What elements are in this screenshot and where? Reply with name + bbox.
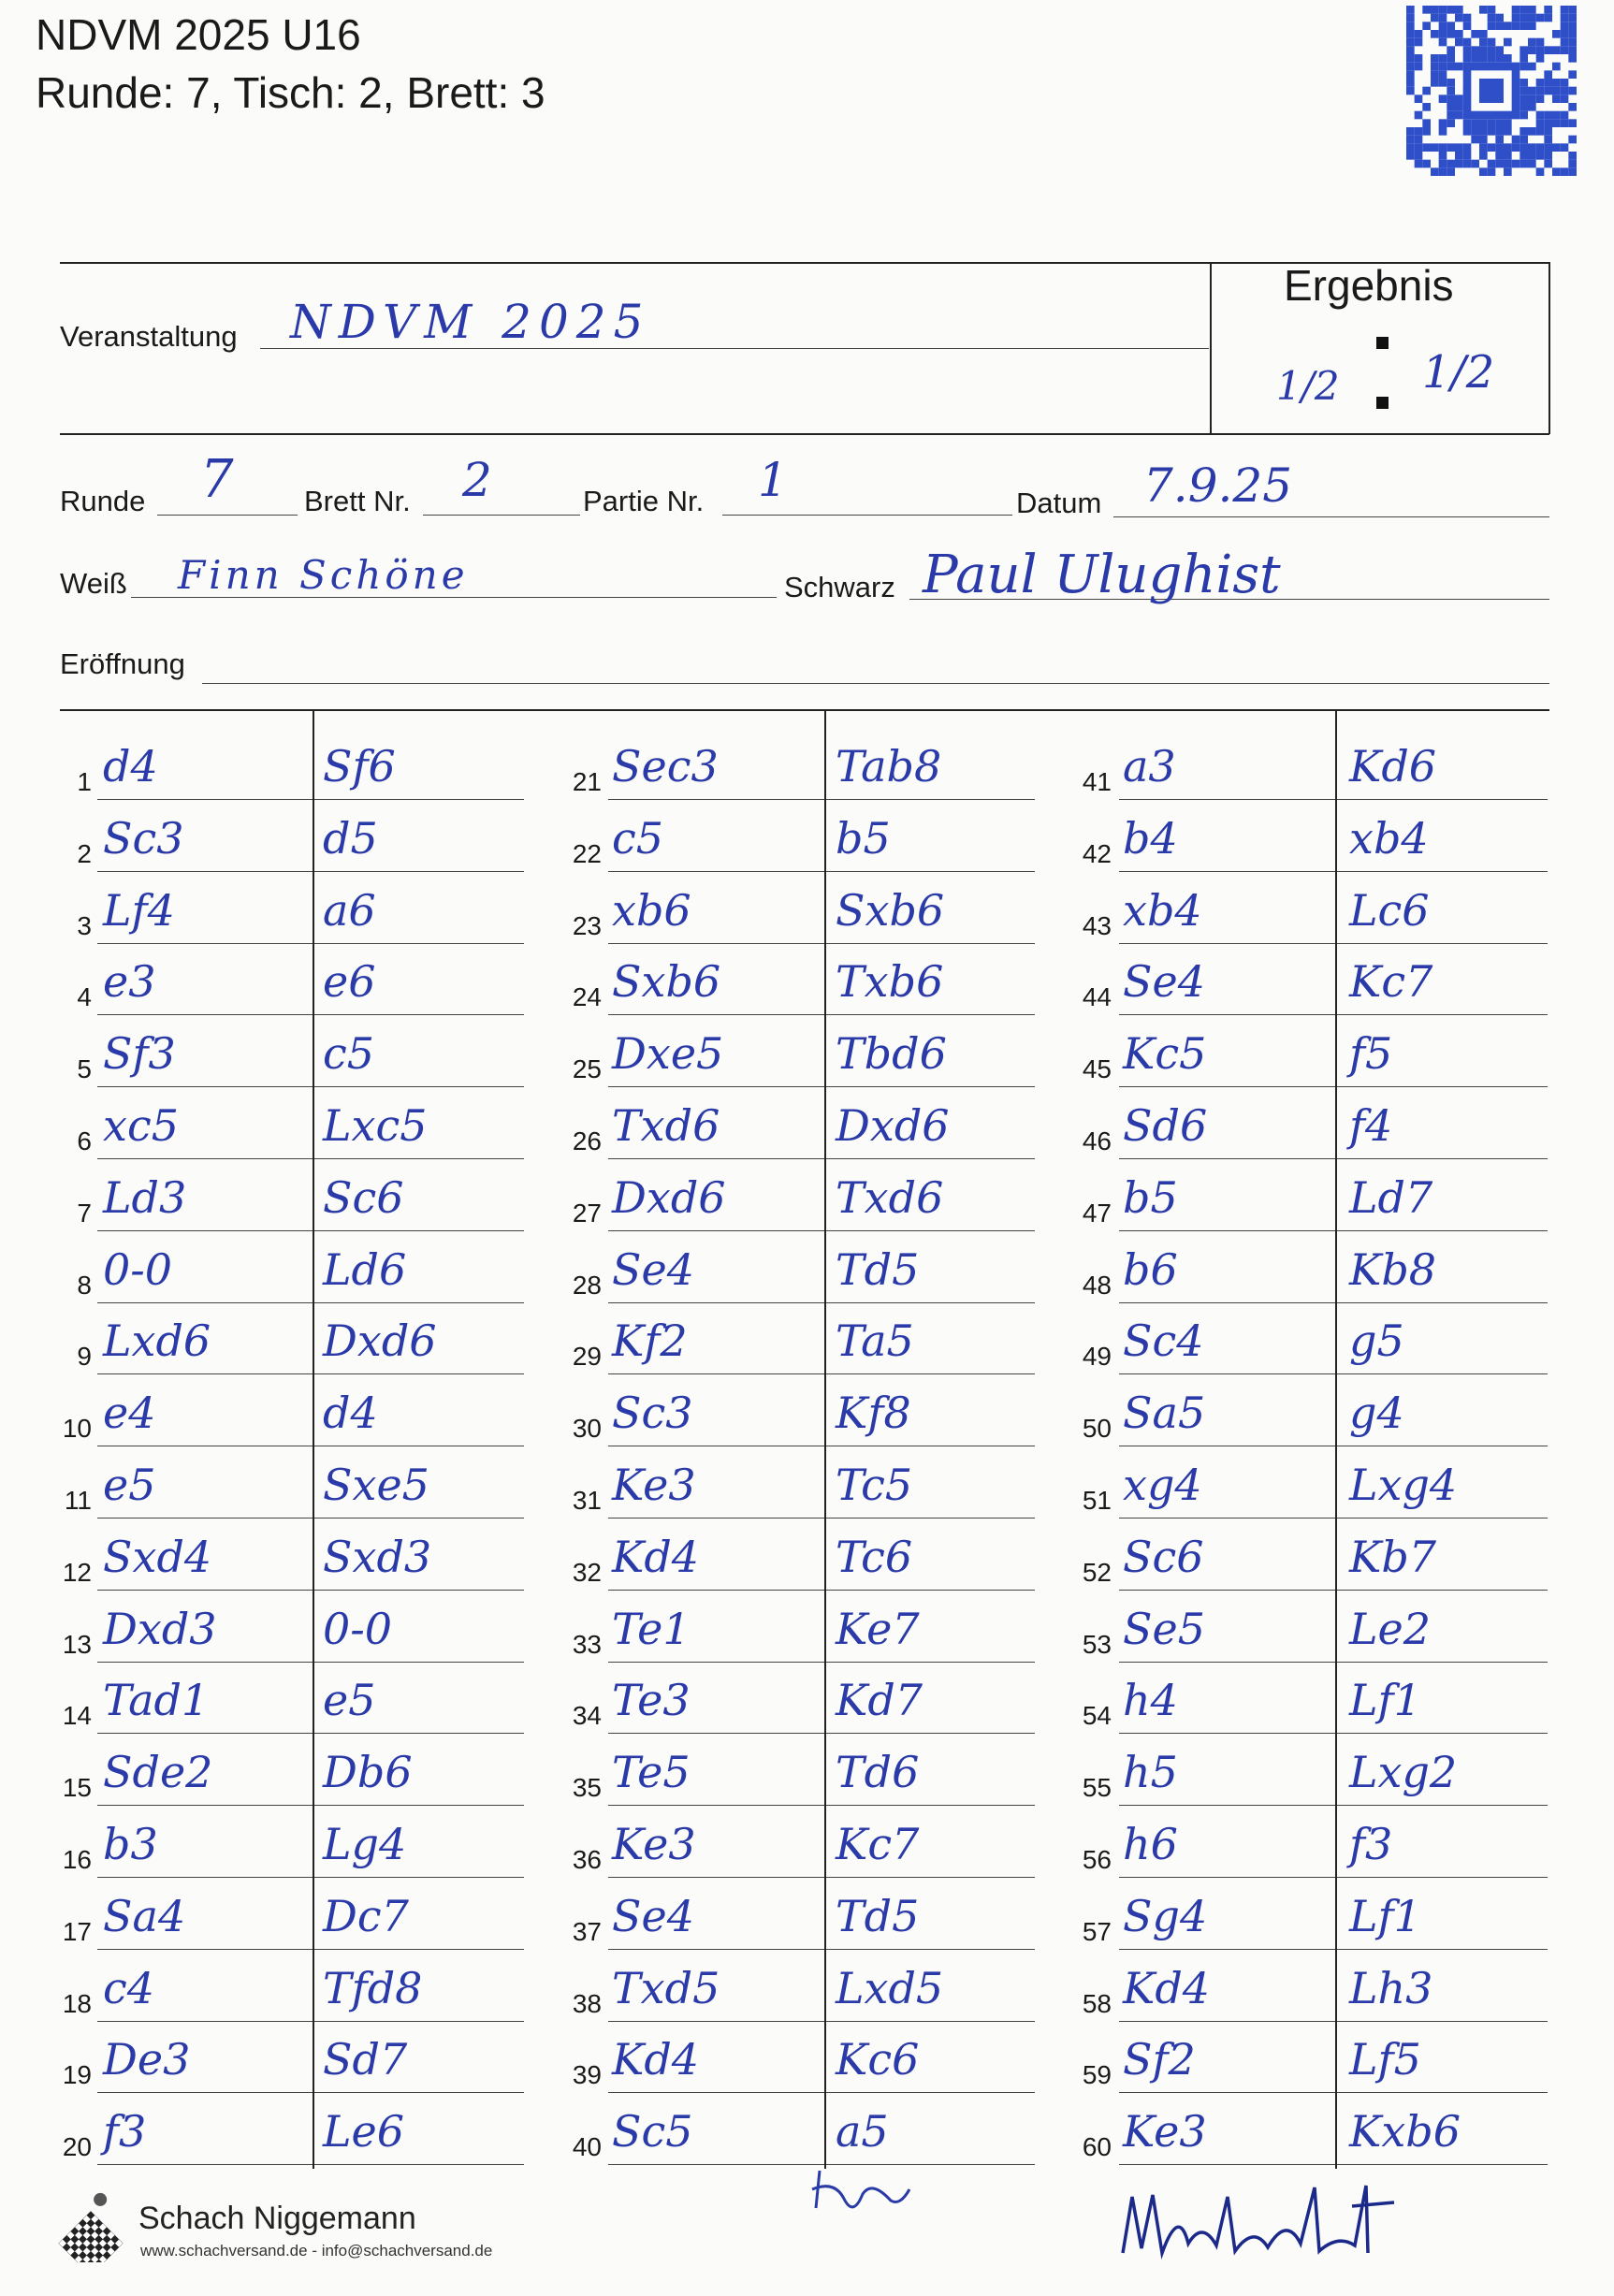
white-move[interactable]: Sa5 xyxy=(1123,1388,1206,1439)
move-row-line xyxy=(1119,1230,1548,1231)
move-number: 48 xyxy=(1082,1270,1112,1300)
move-number: 50 xyxy=(1082,1414,1112,1444)
black-move[interactable]: d4 xyxy=(323,1388,378,1439)
move-number: 26 xyxy=(572,1126,602,1155)
white-move[interactable]: Se5 xyxy=(1123,1603,1206,1654)
move-row-line xyxy=(97,1877,524,1878)
qr-code-icon xyxy=(1406,6,1577,176)
black-move[interactable]: Tc6 xyxy=(836,1531,913,1582)
black-move[interactable]: b5 xyxy=(836,812,891,864)
black-move[interactable]: Le2 xyxy=(1349,1603,1432,1654)
black-move[interactable]: Kb8 xyxy=(1349,1243,1437,1295)
move-row-line xyxy=(608,1877,1035,1878)
white-move[interactable]: Sc3 xyxy=(103,812,184,864)
move-number: 54 xyxy=(1082,1701,1112,1731)
move-number: 57 xyxy=(1082,1916,1112,1946)
move-number: 14 xyxy=(62,1701,92,1731)
black-move[interactable]: Lh3 xyxy=(1349,1962,1433,2013)
white-move[interactable]: xb6 xyxy=(612,884,691,936)
move-number: 18 xyxy=(62,1988,92,2018)
move-number: 41 xyxy=(1082,767,1112,796)
move-row-line xyxy=(608,1302,1035,1303)
move-number: 11 xyxy=(64,1486,92,1515)
white-move[interactable]: Kf2 xyxy=(612,1315,688,1367)
white-move[interactable]: Sc5 xyxy=(612,2106,693,2158)
move-number: 16 xyxy=(62,1845,92,1874)
move-row-line xyxy=(97,1518,524,1519)
column-separator xyxy=(313,709,314,2169)
move-row-line xyxy=(608,1590,1035,1591)
black-move[interactable]: Txb6 xyxy=(836,956,944,1008)
move-number: 8 xyxy=(77,1270,92,1300)
brett-label: Brett Nr. xyxy=(304,485,411,517)
move-number: 33 xyxy=(572,1629,602,1659)
black-move[interactable]: e5 xyxy=(323,1675,376,1726)
move-number: 12 xyxy=(62,1557,92,1587)
white-move[interactable]: Sa4 xyxy=(103,1890,186,1941)
white-move[interactable]: a3 xyxy=(1123,741,1176,792)
eroeffnung-line xyxy=(202,683,1549,684)
move-number: 32 xyxy=(572,1557,602,1587)
white-move[interactable]: Kd4 xyxy=(612,2034,700,2085)
white-move[interactable]: Sxd4 xyxy=(103,1531,212,1582)
move-row-line xyxy=(97,943,524,944)
black-move[interactable]: Sxd3 xyxy=(323,1531,432,1582)
move-number: 1 xyxy=(77,767,92,796)
move-number: 20 xyxy=(62,2132,92,2162)
move-row-line xyxy=(1119,2021,1548,2022)
white-move[interactable]: Se4 xyxy=(1123,956,1206,1008)
white-move[interactable]: De3 xyxy=(103,2034,191,2085)
white-move[interactable]: Sec3 xyxy=(612,741,719,792)
chess-board-icon xyxy=(54,2189,127,2262)
move-row-line xyxy=(1119,1949,1548,1950)
move-row-line xyxy=(97,1590,524,1591)
move-row-line xyxy=(608,1373,1035,1374)
white-move[interactable]: f3 xyxy=(103,2106,147,2158)
signature-black xyxy=(1113,2169,1422,2272)
white-move[interactable]: Kc5 xyxy=(1123,1028,1207,1080)
move-row-line xyxy=(608,1158,1035,1159)
move-row-line xyxy=(97,2164,524,2165)
black-move[interactable]: Kd7 xyxy=(836,1675,923,1726)
move-row-line xyxy=(1119,871,1548,872)
white-move[interactable]: Ke3 xyxy=(612,1460,696,1510)
move-row-line xyxy=(1119,1518,1548,1519)
black-move[interactable]: Txd6 xyxy=(836,1171,944,1223)
black-move[interactable]: Lc6 xyxy=(1349,884,1430,936)
black-move[interactable]: Lxg4 xyxy=(1349,1460,1458,1510)
move-row-line xyxy=(1119,1302,1548,1303)
move-number: 53 xyxy=(1082,1629,1112,1659)
move-number: 6 xyxy=(77,1126,92,1155)
move-row-line xyxy=(97,871,524,872)
move-row-line xyxy=(608,1014,1035,1015)
move-row-line xyxy=(608,1086,1035,1087)
white-move[interactable]: e5 xyxy=(103,1460,156,1510)
move-row-line xyxy=(97,1949,524,1950)
black-move[interactable]: Sd7 xyxy=(323,2034,408,2085)
move-number: 46 xyxy=(1082,1126,1112,1155)
move-row-line xyxy=(1119,1662,1548,1663)
move-row-line xyxy=(97,1230,524,1231)
move-row-line xyxy=(608,1662,1035,1663)
ergebnis-box-left xyxy=(1210,262,1212,434)
black-move[interactable]: Dxd6 xyxy=(323,1315,437,1367)
black-move[interactable]: Lg4 xyxy=(323,1819,407,1869)
move-row-line xyxy=(1119,1877,1548,1878)
partie-value[interactable]: 1 xyxy=(758,453,788,507)
runde-label: Runde xyxy=(60,485,146,517)
move-number: 4 xyxy=(77,982,92,1012)
move-number: 55 xyxy=(1082,1773,1112,1803)
black-move[interactable]: Kf8 xyxy=(836,1388,911,1439)
move-number: 44 xyxy=(1082,982,1112,1012)
move-number: 37 xyxy=(572,1916,602,1946)
black-move[interactable]: f3 xyxy=(1349,1819,1393,1869)
form-ergebnis-bottom xyxy=(60,433,1549,435)
move-number: 56 xyxy=(1082,1845,1112,1874)
move-number: 15 xyxy=(62,1773,92,1803)
move-number: 22 xyxy=(572,838,602,868)
move-row-line xyxy=(97,1158,524,1159)
move-number: 23 xyxy=(572,910,602,940)
white-move[interactable]: c4 xyxy=(103,1962,155,2013)
move-row-line xyxy=(1119,1373,1548,1374)
move-row-line xyxy=(1119,943,1548,944)
black-move[interactable]: Tfd8 xyxy=(323,1962,423,2013)
move-row-line xyxy=(608,1518,1035,1519)
black-move[interactable]: f5 xyxy=(1349,1028,1393,1080)
white-move[interactable]: e3 xyxy=(103,956,156,1008)
white-move[interactable]: xc5 xyxy=(103,1100,179,1151)
move-number: 43 xyxy=(1082,910,1112,940)
ergebnis-white-value[interactable]: 1/2 xyxy=(1276,363,1340,409)
black-move[interactable]: Sf6 xyxy=(323,741,396,792)
ergebnis-colon-bottom xyxy=(1376,397,1389,409)
white-move[interactable]: Dxe5 xyxy=(612,1028,724,1080)
black-move[interactable]: Td5 xyxy=(836,1890,920,1941)
move-number: 45 xyxy=(1082,1054,1112,1084)
move-row-line xyxy=(1119,799,1548,800)
move-number: 9 xyxy=(77,1342,92,1372)
move-row-line xyxy=(608,1949,1035,1950)
white-move[interactable]: Sf2 xyxy=(1123,2034,1196,2085)
white-move[interactable]: d4 xyxy=(103,741,158,792)
move-number: 34 xyxy=(572,1701,602,1731)
white-move[interactable]: Sd6 xyxy=(1123,1100,1208,1151)
white-move[interactable]: b3 xyxy=(103,1819,158,1869)
black-move[interactable]: Lf1 xyxy=(1349,1890,1421,1941)
white-move[interactable]: Te3 xyxy=(612,1675,691,1726)
datum-value[interactable]: 7.9.25 xyxy=(1143,458,1293,513)
brett-line xyxy=(423,515,580,516)
white-move[interactable]: Sg4 xyxy=(1123,1890,1208,1941)
move-number: 27 xyxy=(572,1198,602,1228)
runde-value[interactable]: 7 xyxy=(200,449,234,510)
black-move[interactable]: Tc5 xyxy=(836,1460,913,1510)
move-row-line xyxy=(608,871,1035,872)
move-row-line xyxy=(97,1373,524,1374)
ergebnis-black-value[interactable]: 1/2 xyxy=(1422,346,1495,399)
white-move[interactable]: b6 xyxy=(1123,1243,1178,1295)
white-move[interactable]: e4 xyxy=(103,1388,156,1439)
white-move[interactable]: Sf3 xyxy=(103,1028,176,1080)
black-move[interactable]: Lf1 xyxy=(1349,1675,1421,1726)
black-move[interactable]: Ld6 xyxy=(323,1243,407,1295)
black-move[interactable]: Le6 xyxy=(323,2106,405,2158)
black-move[interactable]: Kb7 xyxy=(1349,1531,1437,1582)
white-move[interactable]: Sc3 xyxy=(612,1388,693,1439)
move-number: 35 xyxy=(572,1773,602,1803)
black-move[interactable]: Sxe5 xyxy=(323,1460,429,1510)
move-row-line xyxy=(1119,1805,1548,1806)
ergebnis-colon-top xyxy=(1376,337,1389,349)
move-number: 5 xyxy=(77,1054,92,1084)
move-row-line xyxy=(608,943,1035,944)
move-number: 21 xyxy=(572,767,602,796)
black-move[interactable]: Lxd5 xyxy=(836,1962,944,2013)
white-move[interactable]: h6 xyxy=(1123,1819,1178,1869)
black-move[interactable]: Kc6 xyxy=(836,2034,920,2085)
move-row-line xyxy=(608,2021,1035,2022)
move-number: 51 xyxy=(1082,1486,1112,1515)
white-move[interactable]: Sxb6 xyxy=(612,956,721,1008)
white-move[interactable]: xg4 xyxy=(1123,1460,1202,1510)
move-row-line xyxy=(1119,2164,1548,2165)
move-number: 38 xyxy=(572,1988,602,2018)
move-row-line xyxy=(97,1302,524,1303)
move-row-line xyxy=(1119,1158,1548,1159)
white-move[interactable]: Txd6 xyxy=(612,1100,720,1151)
moves-top-border xyxy=(60,709,1549,711)
move-number: 31 xyxy=(572,1486,602,1515)
white-move[interactable]: Kd4 xyxy=(1123,1962,1211,2013)
white-move[interactable]: Kd4 xyxy=(612,1531,700,1582)
move-number: 29 xyxy=(572,1342,602,1372)
move-row-line xyxy=(97,799,524,800)
move-number: 36 xyxy=(572,1845,602,1874)
white-move[interactable]: Te1 xyxy=(612,1603,691,1654)
ergebnis-box-right xyxy=(1549,262,1550,434)
black-move[interactable]: Tbd6 xyxy=(836,1028,947,1080)
black-move[interactable]: Lxg2 xyxy=(1349,1747,1458,1798)
black-move[interactable]: g4 xyxy=(1349,1388,1404,1439)
black-move[interactable]: Lf5 xyxy=(1349,2034,1421,2085)
move-row-line xyxy=(1119,2092,1548,2093)
move-number: 59 xyxy=(1082,2060,1112,2090)
white-move[interactable]: Ld3 xyxy=(103,1171,187,1223)
move-row-line xyxy=(608,1805,1035,1806)
move-number: 28 xyxy=(572,1270,602,1300)
white-move[interactable]: h5 xyxy=(1123,1747,1178,1798)
black-move[interactable]: a6 xyxy=(323,884,376,936)
move-number: 39 xyxy=(572,2060,602,2090)
move-number: 42 xyxy=(1082,838,1112,868)
move-row-line xyxy=(1119,1733,1548,1734)
white-move[interactable]: h4 xyxy=(1123,1675,1178,1726)
black-move[interactable]: Kxb6 xyxy=(1349,2106,1461,2158)
white-move[interactable]: Te5 xyxy=(612,1747,691,1798)
move-number: 60 xyxy=(1082,2132,1112,2162)
white-move[interactable]: Tad1 xyxy=(103,1675,210,1726)
black-move[interactable]: Db6 xyxy=(323,1747,413,1798)
white-move[interactable]: Dxd6 xyxy=(612,1171,726,1223)
move-number: 2 xyxy=(77,838,92,868)
black-move[interactable]: Kc7 xyxy=(836,1819,920,1869)
move-row-line xyxy=(1119,1086,1548,1087)
black-move[interactable]: Tab8 xyxy=(836,741,942,792)
black-move[interactable]: a5 xyxy=(836,2106,889,2158)
column-separator xyxy=(824,709,826,2169)
partie-line xyxy=(722,515,1012,516)
move-row-line xyxy=(97,2092,524,2093)
move-number: 19 xyxy=(62,2060,92,2090)
move-number: 40 xyxy=(572,2132,602,2162)
white-move[interactable]: Sc4 xyxy=(1123,1315,1204,1367)
white-move[interactable]: c5 xyxy=(612,812,664,864)
move-number: 24 xyxy=(572,982,602,1012)
move-row-line xyxy=(1119,1014,1548,1015)
black-move[interactable]: Sxb6 xyxy=(836,884,945,936)
schwarz-label: Schwarz xyxy=(784,571,895,603)
veranstaltung-label: Veranstaltung xyxy=(60,320,238,353)
white-move[interactable]: Sde2 xyxy=(103,1747,213,1798)
move-number: 30 xyxy=(572,1414,602,1444)
veranstaltung-value[interactable]: NDVM 2025 xyxy=(290,295,651,349)
black-move[interactable]: 0-0 xyxy=(323,1603,393,1654)
black-move[interactable]: Dxd6 xyxy=(836,1100,950,1151)
header-round-line: Runde: 7, Tisch: 2, Brett: 3 xyxy=(36,68,545,117)
move-row-line xyxy=(608,1733,1035,1734)
move-row-line xyxy=(608,2092,1035,2093)
white-move[interactable]: xb4 xyxy=(1123,884,1202,936)
black-move[interactable]: xb4 xyxy=(1349,812,1429,864)
move-row-line xyxy=(608,1230,1035,1231)
move-number: 47 xyxy=(1082,1198,1112,1228)
black-move[interactable]: d5 xyxy=(323,812,378,864)
move-number: 58 xyxy=(1082,1988,1112,2018)
black-move[interactable]: Ta5 xyxy=(836,1315,914,1367)
black-move[interactable]: Ke7 xyxy=(836,1603,920,1654)
footer-contact: www.schachversand.de - info@schachversand.de xyxy=(140,2242,493,2260)
white-move[interactable]: Sc6 xyxy=(1123,1531,1204,1582)
black-move[interactable]: Td5 xyxy=(836,1243,920,1295)
move-row-line xyxy=(608,799,1035,800)
white-move[interactable]: Ke3 xyxy=(612,1819,696,1869)
white-move[interactable]: b4 xyxy=(1123,812,1178,864)
eroeffnung-label: Eröffnung xyxy=(60,647,185,680)
datum-line xyxy=(1113,516,1549,517)
white-move[interactable]: Se4 xyxy=(612,1890,695,1941)
move-number: 13 xyxy=(62,1629,92,1659)
black-move[interactable]: c5 xyxy=(323,1028,375,1080)
move-number: 7 xyxy=(77,1198,92,1228)
move-row-line xyxy=(97,1805,524,1806)
white-move[interactable]: Txd5 xyxy=(612,1962,720,2013)
black-move[interactable]: Lxc5 xyxy=(323,1100,428,1151)
black-move[interactable]: Ld7 xyxy=(1349,1171,1433,1223)
black-move[interactable]: Sc6 xyxy=(323,1171,404,1223)
move-row-line xyxy=(97,2021,524,2022)
white-move[interactable]: Dxd3 xyxy=(103,1603,217,1654)
move-row-line xyxy=(1119,1590,1548,1591)
move-row-line xyxy=(97,1662,524,1663)
white-move[interactable]: Lxd6 xyxy=(103,1315,211,1367)
move-number: 3 xyxy=(77,910,92,940)
schwarz-value[interactable]: Paul Ulughist xyxy=(923,545,1281,605)
partie-label: Partie Nr. xyxy=(583,485,705,517)
weiss-value[interactable]: Finn Schöne xyxy=(178,552,469,598)
weiss-label: Weiß xyxy=(60,567,127,600)
move-number: 52 xyxy=(1082,1557,1112,1587)
white-move[interactable]: b5 xyxy=(1123,1171,1178,1223)
runde-line xyxy=(157,515,298,516)
black-move[interactable]: Kc7 xyxy=(1349,956,1433,1008)
footer-brand: Schach Niggemann xyxy=(138,2201,416,2236)
ergebnis-label: Ergebnis xyxy=(1284,261,1454,310)
move-number: 25 xyxy=(572,1054,602,1084)
black-move[interactable]: Td6 xyxy=(836,1747,920,1798)
move-row-line xyxy=(97,1733,524,1734)
move-row-line xyxy=(97,1014,524,1015)
move-number: 49 xyxy=(1082,1342,1112,1372)
black-move[interactable]: f4 xyxy=(1349,1100,1393,1151)
white-move[interactable]: Ke3 xyxy=(1123,2106,1207,2158)
white-move[interactable]: Se4 xyxy=(612,1243,695,1295)
black-move[interactable]: Kd6 xyxy=(1349,741,1437,792)
white-move[interactable]: Lf4 xyxy=(103,884,175,936)
black-move[interactable]: e6 xyxy=(323,956,376,1008)
black-move[interactable]: g5 xyxy=(1349,1315,1404,1367)
signature-white xyxy=(807,2152,919,2227)
move-number: 10 xyxy=(62,1414,92,1444)
move-number: 17 xyxy=(62,1916,92,1946)
datum-label: Datum xyxy=(1016,487,1102,519)
white-move[interactable]: 0-0 xyxy=(103,1243,173,1295)
brett-value[interactable]: 2 xyxy=(462,453,492,507)
header-event-line: NDVM 2025 U16 xyxy=(36,10,361,59)
black-move[interactable]: Dc7 xyxy=(323,1890,409,1941)
column-separator xyxy=(1335,709,1337,2169)
move-row-line xyxy=(97,1086,524,1087)
